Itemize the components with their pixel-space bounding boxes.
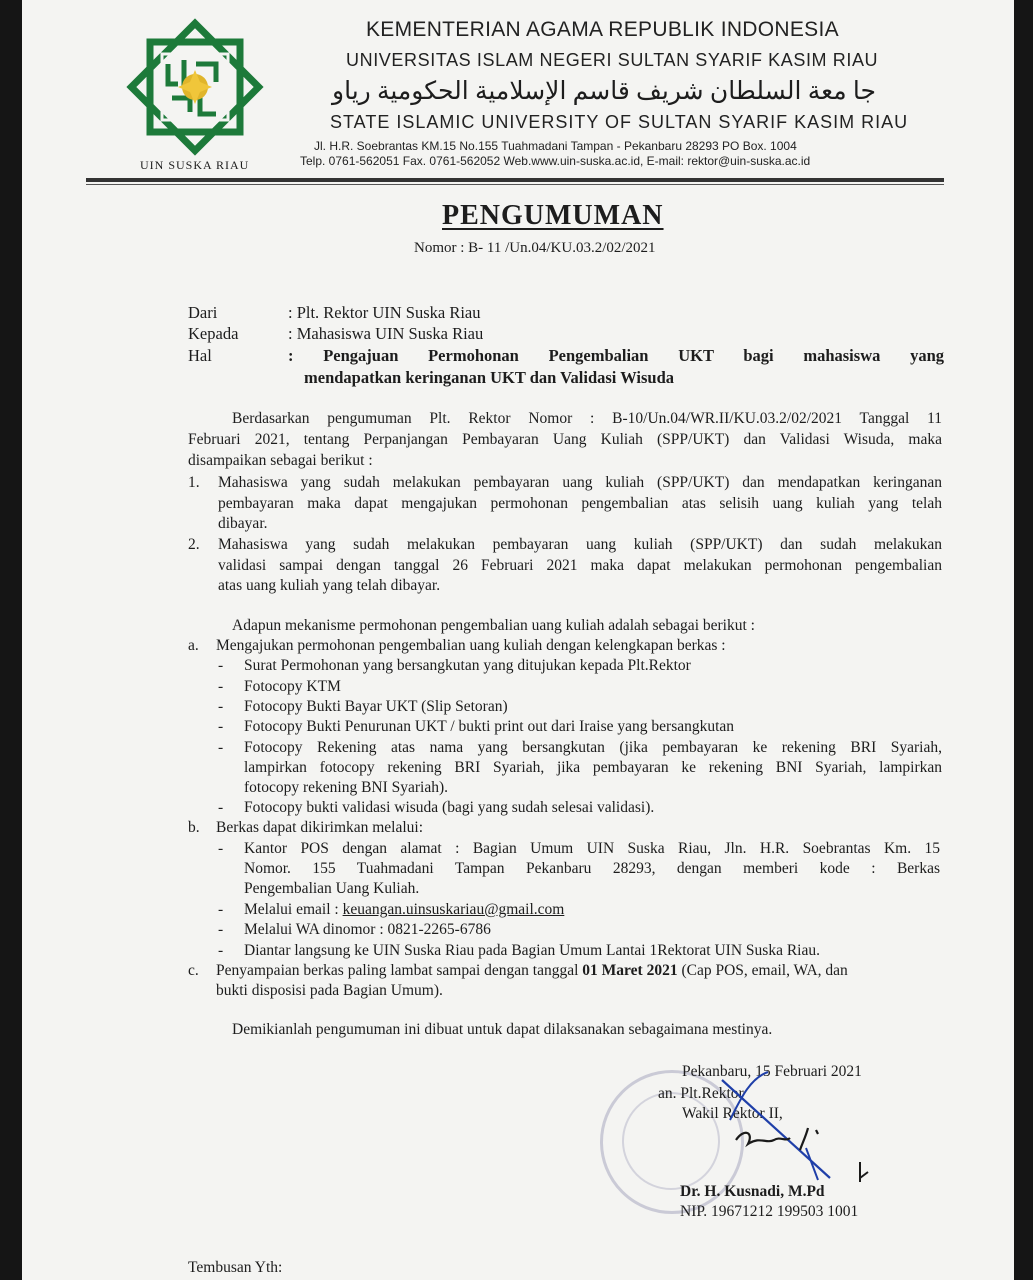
bullet: - <box>218 698 224 715</box>
logo-caption: UIN SUSKA RIAU <box>140 158 250 172</box>
kepada-label: Kepada <box>188 324 239 343</box>
list-item-cont: Pengembalian Uang Kuliah. <box>244 880 420 897</box>
section-b-marker: b. <box>188 819 200 836</box>
numbered-item-1-line-3: dibayar. <box>218 515 268 532</box>
mekanisme-intro: Adapun mekanisme permohonan pengembalian uang kuliah adalah sebagai berikut : <box>232 617 755 634</box>
numbered-item-1-line-2: pembayaran maka dapat mengajukan permohonan pengembalian atas selisih uang kuliah yang telah <box>218 495 942 512</box>
numbered-marker-2: 2. <box>188 536 200 553</box>
kepada-value: : Mahasiswa UIN Suska Riau <box>288 324 484 343</box>
numbered-item-2-line-3: atas uang kuliah yang telah dibayar. <box>218 577 441 594</box>
list-item-cont: Nomor. 155 Tuahmadani Tampan Pekanbaru 28293, dengan memberi kode : Berkas <box>244 860 940 877</box>
intro-line-1: Berdasarkan pengumuman Plt. Rektor Nomor : B-10/Un.04/WR.II/KU.03.2/02/2021 Tanggal 11 <box>232 410 942 427</box>
dari-value: : Plt. Rektor UIN Suska Riau <box>288 303 481 322</box>
section-c-text-cont: bukti disposisi pada Bagian Umum). <box>216 982 443 999</box>
signatory-nip: NIP. 19671212 199503 1001 <box>680 1203 859 1220</box>
document-number: Nomor : B- 11 /Un.04/KU.03.2/02/2021 <box>414 240 656 256</box>
university-logo <box>122 14 268 165</box>
document-page <box>22 0 1014 1280</box>
hal-label: Hal <box>188 346 212 365</box>
email-prefix: Melalui email : <box>244 901 343 918</box>
numbered-item-1-line-1: Mahasiswa yang sudah melakukan pembayaran uang kuliah (SPP/UKT) dan mendapatkan keringanan <box>218 474 942 491</box>
email-link[interactable]: keuangan.uinsuskariau@gmail.com <box>342 901 565 918</box>
list-item: Fotocopy Bukti Bayar UKT (Slip Setoran) <box>244 698 508 715</box>
section-c-marker: c. <box>188 962 199 979</box>
bullet: - <box>218 942 224 959</box>
list-item: Kantor POS dengan alamat : Bagian Umum UIN Suska Riau, Jln. H.R. Soebrantas Km. 15 <box>244 840 940 857</box>
intro-line-3: disampaikan sebagai berikut : <box>188 452 373 469</box>
section-a-text: Mengajukan permohonan pengembalian uang kuliah dengan kelengkapan berkas : <box>216 637 726 654</box>
hal-value-cont: mendapatkan keringanan UKT dan Validasi Wisuda <box>304 368 675 387</box>
bullet: - <box>218 739 224 756</box>
list-item: Diantar langsung ke UIN Suska Riau pada Bagian Umum Lantai 1Rektorat UIN Suska Riau. <box>244 942 820 959</box>
signature-place-date: Pekanbaru, 15 Februari 2021 <box>682 1063 862 1080</box>
list-item: Fotocopy bukti validasi wisuda (bagi yang sudah selesai validasi). <box>244 799 655 816</box>
signature-an: an. Plt.Rektor <box>658 1085 744 1102</box>
bullet: - <box>218 901 224 918</box>
contact-line: Telp. 0761-562051 Fax. 0761-562052 Web.www.uin-suska.ac.id, E-mail: rektor@uin-suska.ac.id <box>300 154 811 168</box>
list-item: Fotocopy KTM <box>244 678 341 695</box>
list-item-cont: fotocopy rekening BNI Syariah). <box>244 779 449 796</box>
signature-title: Wakil Rektor II, <box>682 1105 783 1122</box>
numbered-item-2-line-2: validasi sampai dengan tanggal 26 Februari 2021 maka dapat melakukan permohonan pengembalian <box>218 557 942 574</box>
bullet: - <box>218 657 224 674</box>
bullet: - <box>218 799 224 816</box>
document-title: PENGUMUMAN <box>442 200 664 231</box>
section-c-pre: Penyampaian berkas paling lambat sampai dengan tanggal <box>216 962 583 979</box>
section-c-text <box>216 961 848 982</box>
closing-statement: Demikianlah pengumuman ini dibuat untuk dapat dilaksanakan sebagaimana mestinya. <box>232 1021 773 1038</box>
list-item: Fotocopy Bukti Penurunan UKT / bukti print out dari Iraise yang bersangkutan <box>244 718 735 735</box>
header-divider-thin <box>86 184 944 185</box>
signatory-name: Dr. H. Kusnadi, M.Pd <box>680 1183 825 1200</box>
address-line: Jl. H.R. Soebrantas KM.15 No.155 Tuahmadani Tampan - Pekanbaru 28293 PO Box. 1004 <box>314 139 797 153</box>
bullet: - <box>218 840 224 857</box>
numbered-marker-1: 1. <box>188 474 200 491</box>
university-name-arabic: جا معة السلطان شريف قاسم الإسلامية الحكومية رياو <box>332 78 876 105</box>
university-name: UNIVERSITAS ISLAM NEGERI SULTAN SYARIF KASIM RIAU <box>346 50 879 70</box>
dari-label: Dari <box>188 303 218 322</box>
section-c-post: (Cap POS, email, WA, dan <box>677 962 848 979</box>
university-name-english: STATE ISLAMIC UNIVERSITY OF SULTAN SYARIF KASIM RIAU <box>330 112 909 132</box>
bullet: - <box>218 921 224 938</box>
section-b-text: Berkas dapat dikirimkan melalui: <box>216 819 424 836</box>
list-item: Surat Permohonan yang bersangkutan yang ditujukan kepada Plt.Rektor <box>244 657 691 674</box>
bullet: - <box>218 718 224 735</box>
hal-value: : Pengajuan Permohonan Pengembalian UKT bagi mahasiswa yang <box>288 346 944 365</box>
list-item-email <box>244 900 564 921</box>
deadline-date: 01 Maret 2021 <box>582 962 678 979</box>
list-item: Fotocopy Rekening atas nama yang bersangkutan (jika pembayaran ke rekening BRI Syariah, <box>244 739 942 756</box>
list-item-cont: lampirkan fotocopy rekening BRI Syariah, jika pembayaran ke rekening BNI Syariah, lampirkan <box>244 759 942 776</box>
ministry-name: KEMENTERIAN AGAMA REPUBLIK INDONESIA <box>366 18 839 41</box>
header-divider <box>86 178 944 182</box>
section-a-marker: a. <box>188 637 199 654</box>
bullet: - <box>218 678 224 695</box>
tembusan-label: Tembusan Yth: <box>188 1259 283 1276</box>
intro-line-2: Februari 2021, tentang Perpanjangan Pembayaran Uang Kuliah (SPP/UKT) dan Validasi Wisuda, maka <box>188 431 942 448</box>
numbered-item-2-line-1: Mahasiswa yang sudah melakukan pembayaran uang kuliah (SPP/UKT) dan sudah melakukan <box>218 536 942 553</box>
list-item: Melalui WA dinomor : 0821-2265-6786 <box>244 921 491 938</box>
